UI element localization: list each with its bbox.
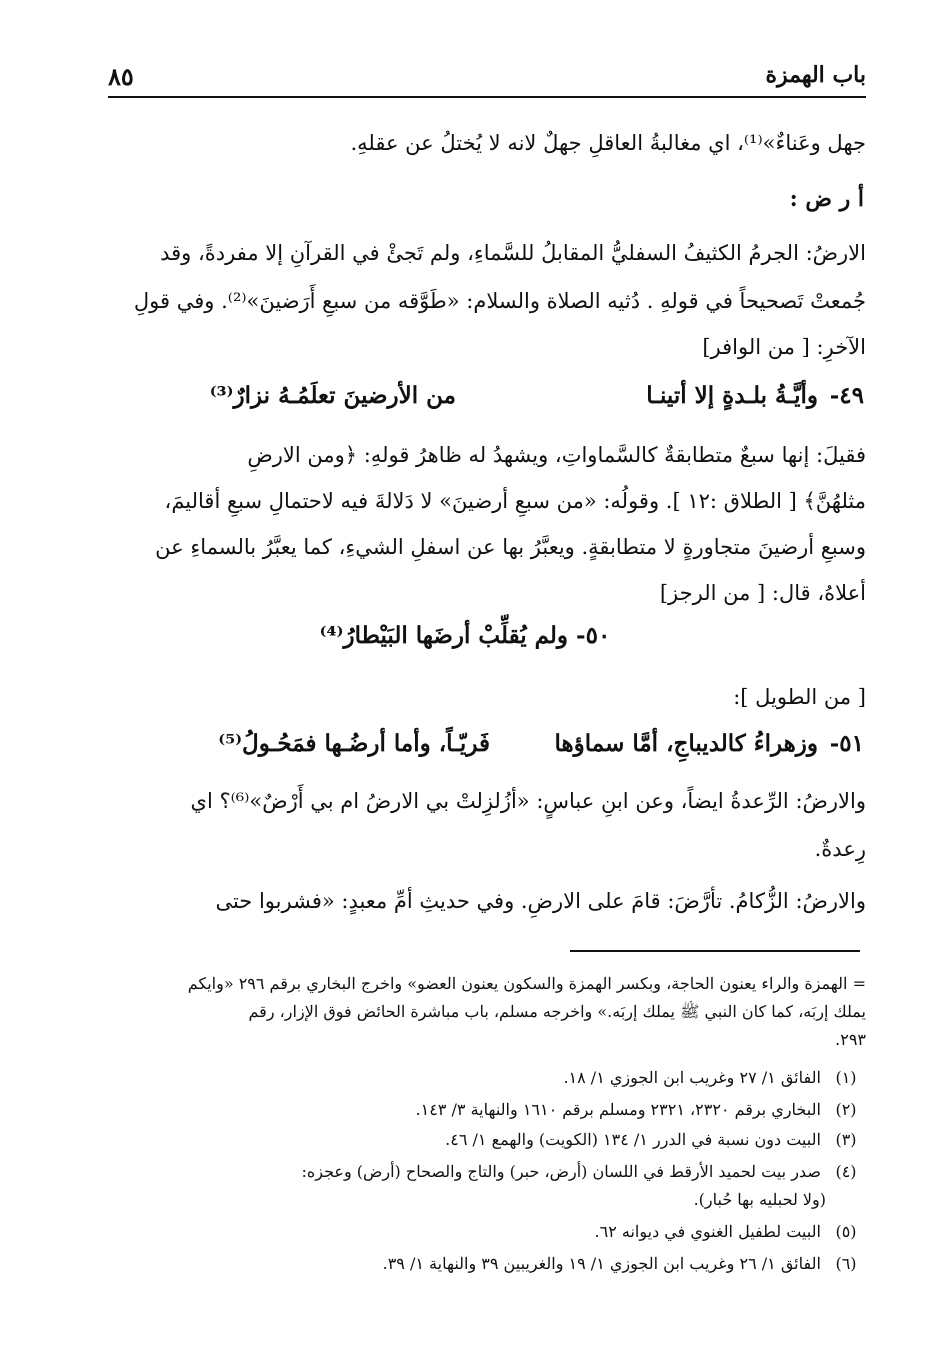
verse-51-number: ٥١- <box>829 730 864 757</box>
verse-51-hemistich-2: فَريّـاً، وأما أرضُـها فمَحُـولُ⁽⁵⁾ <box>218 730 490 757</box>
verse-50: ٥٠- ولم يُقلِّبْ أرضَها البَيْطارُ⁽⁴⁾ <box>319 622 611 649</box>
footnote-3-number: (٣) <box>835 1130 857 1149</box>
footnote-5 <box>108 1220 866 1244</box>
footnote-6 <box>108 1252 866 1276</box>
verse-49-hemistich-1: وأيَّـةُ بلـدةٍ إلا أتينـا <box>646 382 818 409</box>
chapter-title: باب الهمزة <box>765 62 866 88</box>
body-line-11: رِعدةٌ. <box>814 837 866 861</box>
body-line-12: والارضُ: الزُّكامُ. تأرَّضَ: قامَ على الارضِ. وفي حديثِ أمِّ معبدٍ: «فشربوا حتى <box>215 889 866 913</box>
footnote-2-number: (٢) <box>835 1100 857 1119</box>
body-line-4: الآخرِ: [ من الوافر] <box>702 335 866 359</box>
page-number: ٨٥ <box>108 62 134 91</box>
footnote-1-number: (١) <box>835 1068 857 1087</box>
footnote-2-text: البخاري برقم ٢٣٢٠، ٢٣٢١ ومسلم برقم ١٦١٠ والنهاية ٣/ ١٤٣. <box>415 1100 821 1119</box>
header-rule <box>108 96 866 98</box>
body-line-2: الارضُ: الجرمُ الكثيفُ السفليُّ المقابلُ للسَّماءِ، ولم تَجئْ في القرآنِ إلا مفردةً، وقد <box>160 241 866 265</box>
verse-49-hemistich-2: من الأرضينَ تعلَمُـهُ نزارٌ⁽³⁾ <box>209 382 456 409</box>
footnote-2 <box>108 1098 866 1122</box>
page-header <box>108 62 866 96</box>
footnote-1-text: الفائق ١/ ٢٧ وغريب ابن الجوزي ١/ ١٨. <box>563 1068 821 1087</box>
verse-49-number: ٤٩- <box>829 382 864 409</box>
body-line-8: أعلاهُ، قال: [ من الرجز] <box>659 581 866 605</box>
body-line-7: وسبعِ أرضينَ متجاورةٍ لا متطابقةٍ. ويعبَّرُ بها عن اسفلِ الشيءِ، كما يعبَّرُ بالسماءِ عن <box>155 535 866 559</box>
footnote-3 <box>108 1128 866 1152</box>
body-line-3: جُمعتْ تَصحيحاً في قولهِ . دُثيه الصلاة والسلام: «طَوَّقه من سبعِ أَرَضينَ»⁽²⁾. وفي قولِ <box>133 289 866 313</box>
footnote-4 <box>108 1160 866 1184</box>
body-line-1: جهل وعَناءٌ»⁽¹⁾، اي مغالبةُ العاقلِ جهلٌ لانه لا يُختلُ عن عقلهِ. <box>350 131 866 155</box>
footnote-4-text: صدر بيت لحميد الأرقط في اللسان (أرض، حبر) والتاج والصحاح (أرض) وعجزه: <box>301 1162 821 1181</box>
footnote-5-text: البيت لطفيل الغنوي في ديوانه ٦٢. <box>594 1222 821 1241</box>
footnote-1 <box>108 1066 866 1090</box>
footnote-separator <box>570 950 860 952</box>
footnote-4-number: (٤) <box>835 1162 857 1181</box>
verse-51-hemistich-1: وزهراءُ كالديباجِ، أمَّا سماؤها <box>554 730 818 757</box>
body-line-10: والارضُ: الرِّعدةُ ايضاً، وعن ابنِ عباسٍ: «أزُلزِلتْ بي الارضُ ام بي أَرْضٌ»⁽⁶⁾؟ اي <box>190 789 866 813</box>
footnote-continuation-3: ٢٩٣. <box>835 1030 866 1049</box>
footnote-5-number: (٥) <box>835 1222 857 1241</box>
footnote-4-continuation: (ولا لحبليه بها حُبار). <box>693 1190 826 1209</box>
entry-heading: أ ر ض : <box>789 186 864 212</box>
body-line-6: مثلهُنَّ﴾ [ الطلاق :١٢ ]. وقولُه: «من سبعِ أرضينَ» لا دَلالةَ فيه لاحتمالِ سبعِ أقاليمَ، <box>164 489 866 513</box>
footnote-continuation-2: يملك إربَه، كما كان النبي ﷺ يملك إربَه.» واخرجه مسلم، باب مباشرة الحائض فوق الإزار، رقم <box>248 1002 866 1021</box>
footnote-continuation-1: = الهمزة والراء يعنون الحاجة، وبكسر الهمزة والسكون يعنون العضو» واخرج البخاري برقم ٢٩٦ «وايكم <box>187 974 866 993</box>
body-line-5: فقيلَ: إنها سبعٌ متطابقةٌ كالسَّماواتِ، ويشهدُ له ظاهرُ قولهِ: ﴿ومن الارضِ <box>247 443 866 467</box>
body-line-9: [ من الطويل ]: <box>733 685 866 709</box>
footnote-6-text: الفائق ١/ ٢٦ وغريب ابن الجوزي ١/ ١٩ والغريبين ٣٩ والنهاية ١/ ٣٩. <box>382 1254 821 1273</box>
footnote-6-number: (٦) <box>835 1254 857 1273</box>
footnote-3-text: البيت دون نسبة في الدرر ١/ ١٣٤ (الكويت) والهمع ١/ ٤٦. <box>445 1130 821 1149</box>
